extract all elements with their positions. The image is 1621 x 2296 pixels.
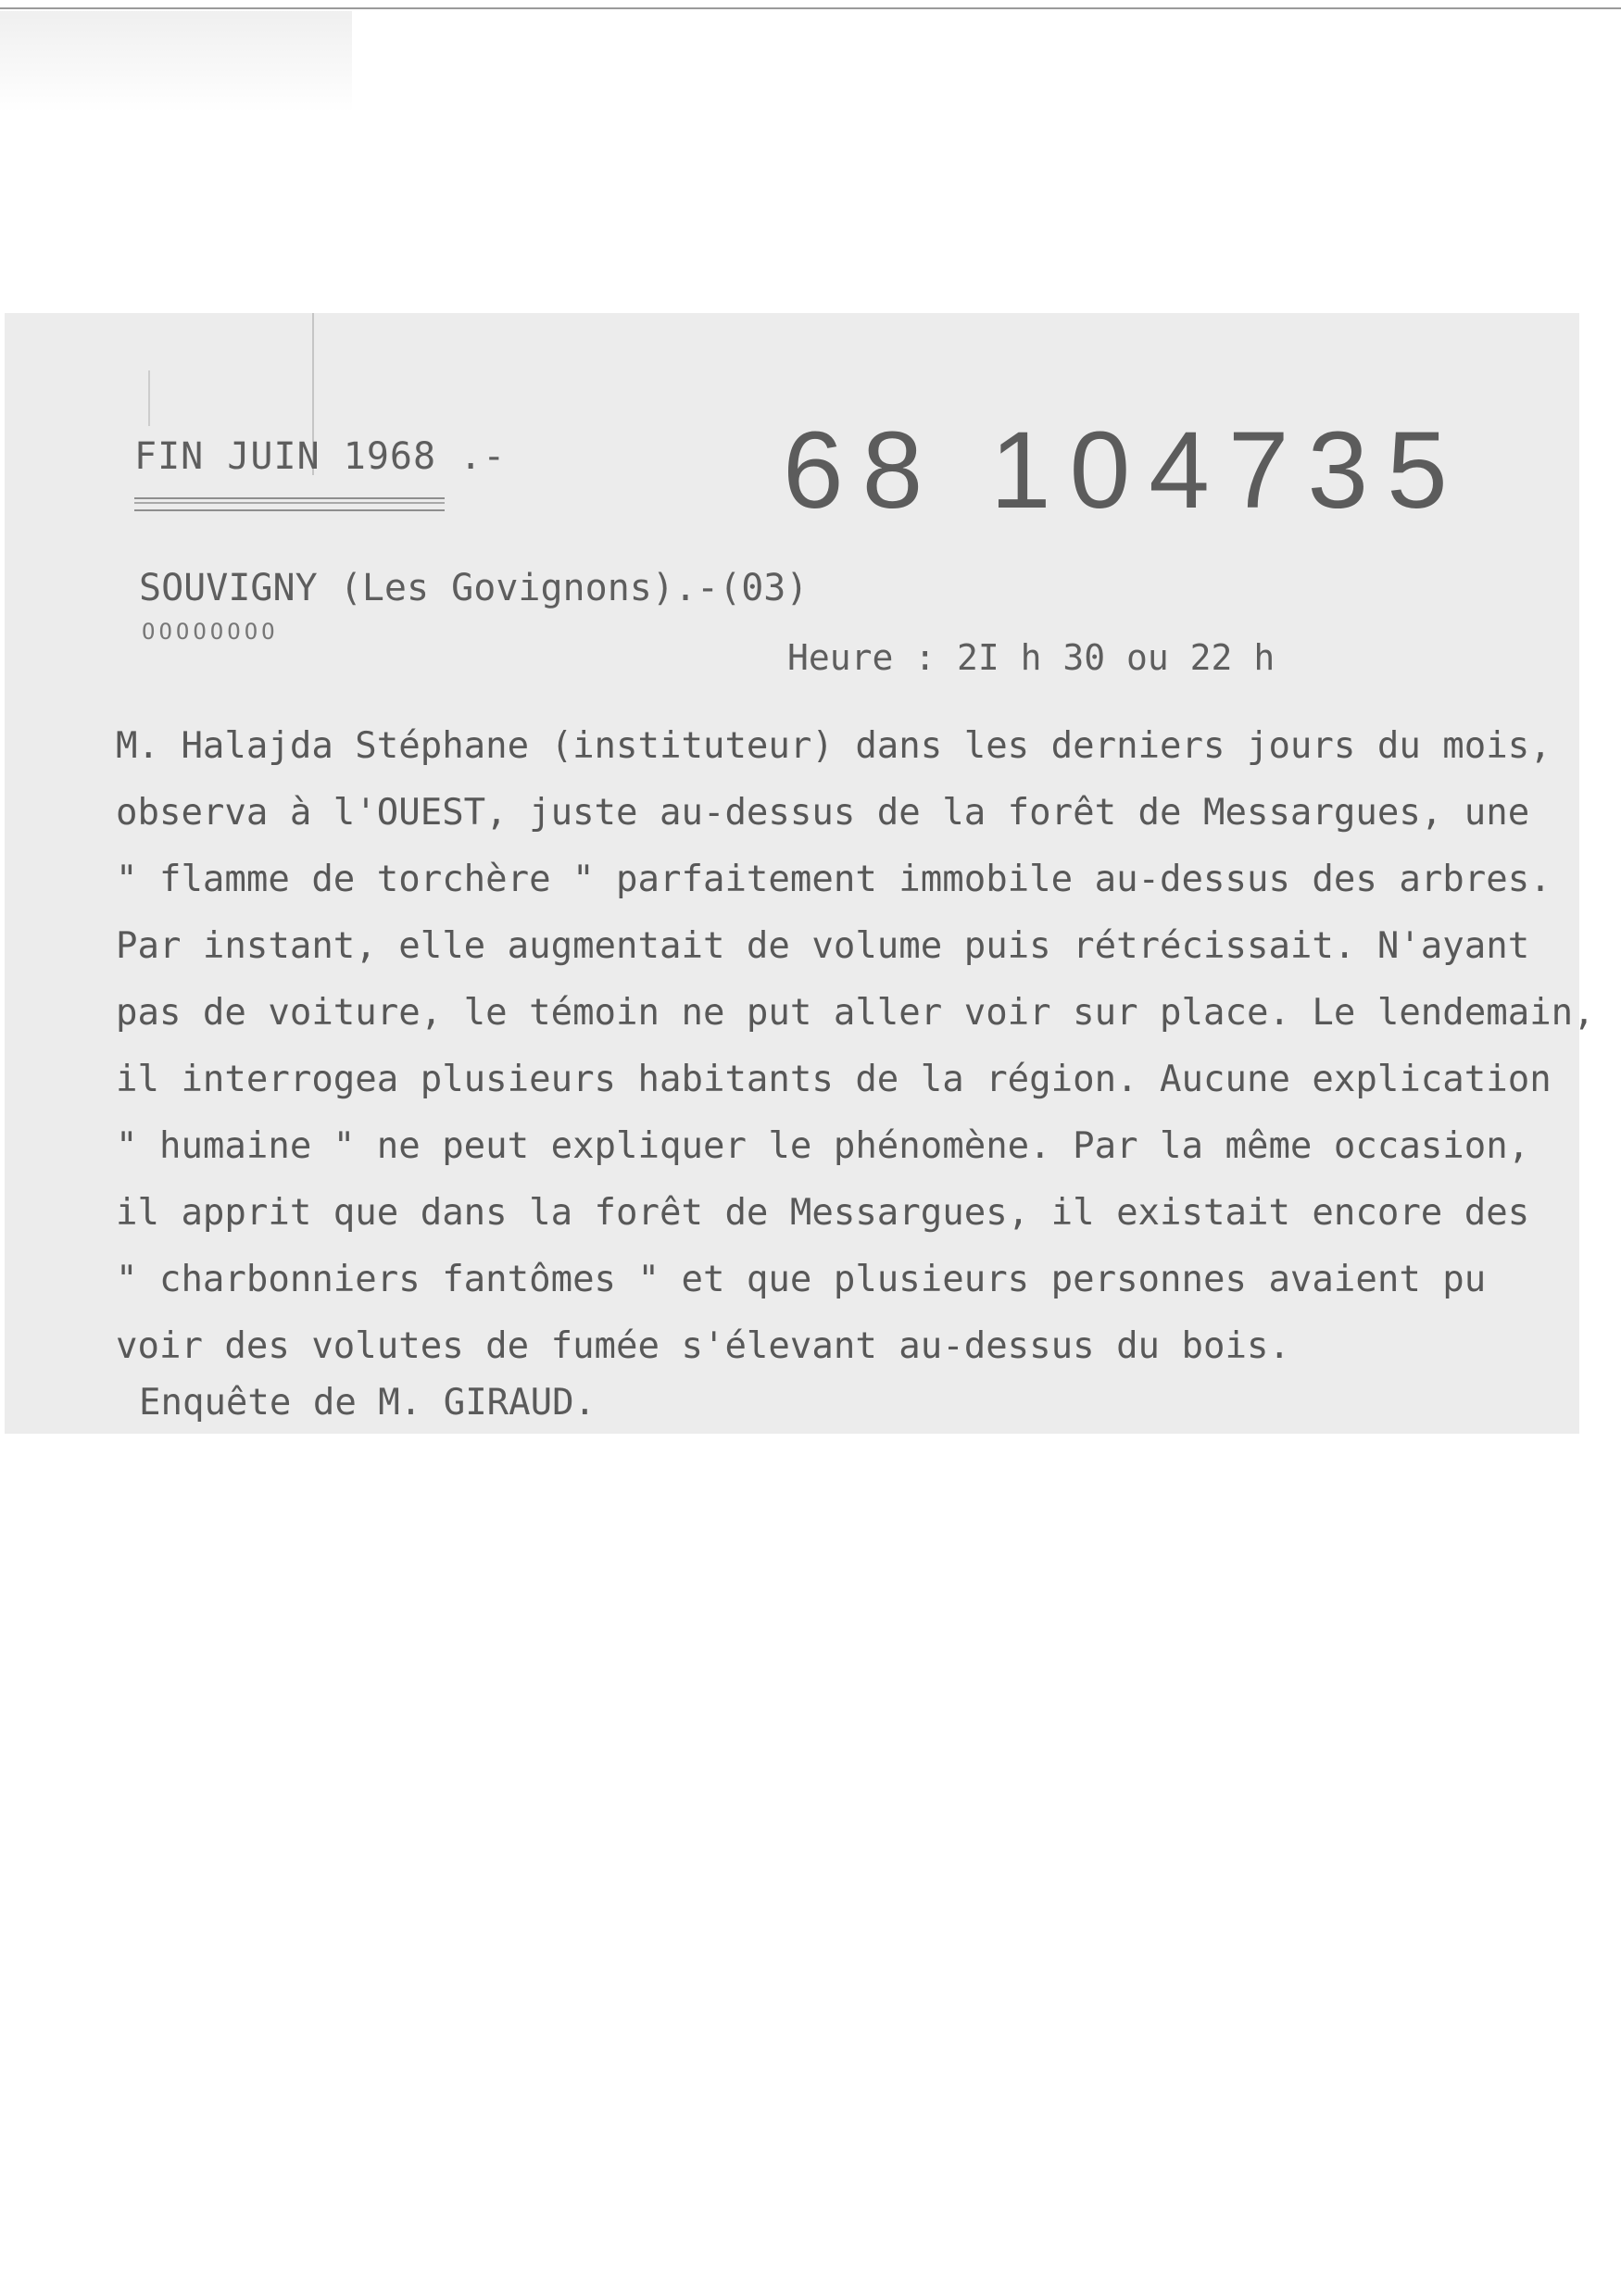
report-date: FIN JUIN 1968 .-	[134, 435, 507, 478]
body-line: observa à l'OUEST, juste au-dessus de la forêt de Messargues, une	[116, 792, 1530, 834]
body-line: il apprit que dans la forêt de Messargues, il existait encore des	[116, 1192, 1530, 1234]
body-line: M. Halajda Stéphane (instituteur) dans les derniers jours du mois,	[116, 725, 1552, 767]
scan-top-border	[0, 7, 1621, 9]
body-line: pas de voiture, le témoin ne put aller voir sur place. Le lendemain,	[116, 992, 1595, 1034]
card-fold-mark	[148, 370, 150, 426]
body-line: " charbonniers fantômes " et que plusieurs personnes avaient pu	[116, 1259, 1487, 1300]
case-number-stamp: 68 104735	[783, 409, 1466, 532]
date-underline	[134, 497, 445, 511]
body-line: voir des volutes de fumée s'élevant au-dessus du bois.	[116, 1325, 1290, 1367]
body-line: " humaine " ne peut expliquer le phénomène. Par la même occasion,	[116, 1125, 1530, 1167]
location-heading: SOUVIGNY (Les Govignons).-(03)	[139, 567, 809, 609]
body-line: Par instant, elle augmentait de volume puis rétrécissait. N'ayant	[116, 925, 1530, 967]
location-underline: OOOOOOOO	[142, 619, 279, 645]
scan-smudge	[0, 11, 352, 113]
observation-time: Heure : 2I h 30 ou 22 h	[787, 637, 1275, 678]
body-line: " flamme de torchère " parfaitement immobile au-dessus des arbres.	[116, 859, 1552, 900]
body-line: il interrogea plusieurs habitants de la région. Aucune explication	[116, 1059, 1552, 1100]
report-body	[116, 713, 1595, 1380]
investigator-signature: Enquête de M. GIRAUD.	[139, 1382, 597, 1424]
